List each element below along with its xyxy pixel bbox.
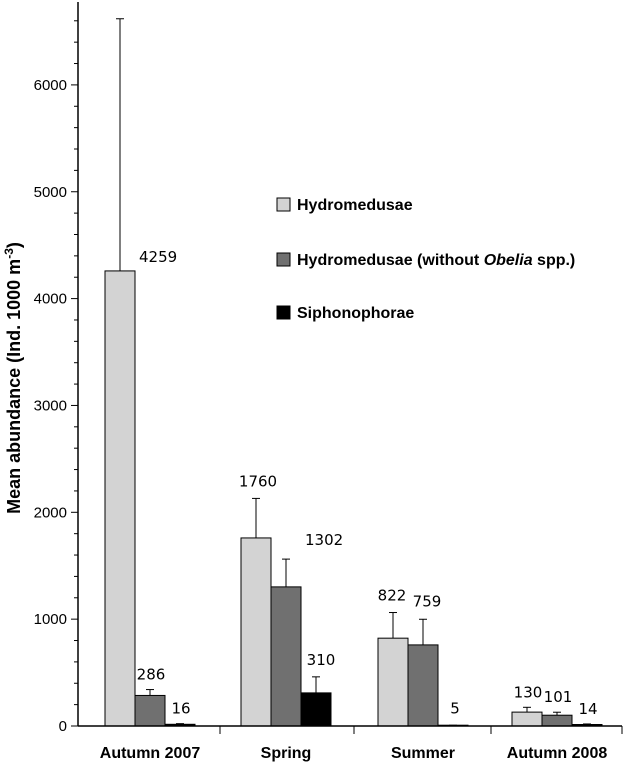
y-tick-label-4000: 4000 (33, 290, 67, 308)
bar-1-4 (512, 712, 542, 726)
data-label-3-1: 16 (171, 699, 191, 718)
data-label-2-1: 286 (136, 665, 166, 684)
data-label-2-2: 1302 (305, 531, 344, 550)
data-label-1-4: 130 (513, 683, 543, 702)
y-tick-label-1000: 1000 (33, 611, 67, 629)
bar-2-1 (135, 695, 165, 726)
data-label-3-2: 310 (306, 650, 336, 669)
bar-3-2 (301, 693, 331, 726)
x-tick-label-3: Summer (390, 745, 456, 762)
bar-1-1 (105, 271, 135, 726)
bars-layer (105, 271, 602, 726)
bar-2-3 (408, 645, 438, 726)
data-label-3-3: 5 (450, 699, 460, 718)
y-tick-label-6000: 6000 (33, 76, 67, 94)
data-label-3-4: 14 (578, 699, 598, 718)
bar-2-2 (271, 587, 301, 726)
y-tick-label-0: 0 (58, 718, 67, 735)
y-tick-label-5000: 5000 (33, 183, 67, 201)
legend-swatch-2 (277, 253, 290, 266)
x-tick-label-1: Autumn 2007 (99, 745, 201, 762)
y-tick-label-2000: 2000 (33, 504, 67, 522)
data-label-1-2: 1760 (238, 472, 278, 491)
data-label-2-4: 101 (543, 688, 573, 707)
legend (277, 197, 575, 322)
bar-1-2 (241, 538, 271, 726)
x-tick-label-4: Autumn 2008 (506, 745, 608, 762)
x-tick-label-2: Spring (260, 745, 312, 762)
legend-swatch-3 (277, 306, 290, 319)
bar-2-4 (542, 715, 572, 726)
legend-label-1: Hydromedusae (297, 197, 413, 214)
data-label-2-3: 759 (412, 592, 442, 611)
data-label-1-1: 4259 (139, 247, 178, 266)
y-axis-label: Mean abundance (Ind. 1000 $m^{-3}$) (2, 242, 24, 514)
legend-label-2: Hydromedusae (without Obelia spp.) (297, 252, 576, 269)
legend-label-3: Siphonophorae (297, 305, 415, 322)
bar-1-3 (378, 638, 408, 726)
legend-swatch-1 (277, 198, 290, 211)
y-tick-label-3000: 3000 (33, 397, 67, 415)
error-bars-layer (116, 19, 591, 726)
data-label-1-3: 822 (377, 586, 407, 605)
